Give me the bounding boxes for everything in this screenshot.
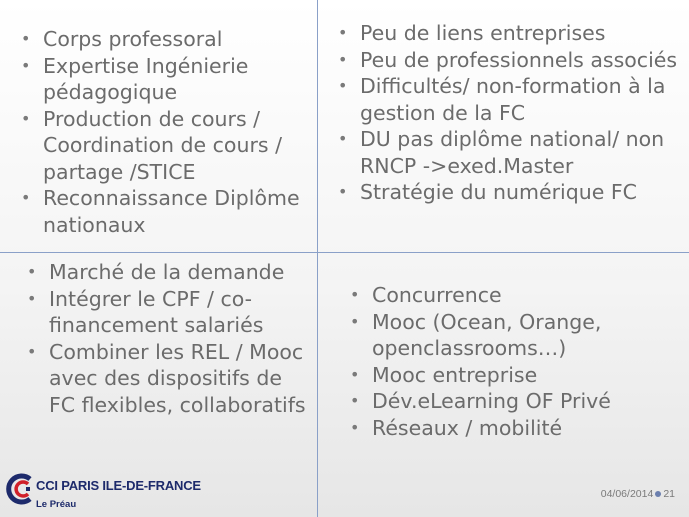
logo-title: CCI PARIS ILE-DE-FRANCE <box>36 478 201 493</box>
cci-logo-icon <box>4 471 40 507</box>
slide-number: 21 <box>663 488 675 500</box>
strengths-list <box>17 26 312 238</box>
cci-logo <box>4 469 214 515</box>
list-item: • Mooc entreprise <box>346 362 686 389</box>
separator-dot-icon <box>655 491 661 497</box>
vertical-divider <box>317 0 318 517</box>
horizontal-divider <box>0 252 689 253</box>
slide-date: 04/06/2014 <box>600 488 654 500</box>
list-item: • Peu de professionnels associés <box>334 47 684 74</box>
list-item: • Combiner les REL / Mooc avec des dispositifs de FC flexibles, collaboratifs <box>23 339 313 419</box>
list-item: • Mooc (Ocean, Orange, openclassrooms…) <box>346 309 686 362</box>
list-item: • Stratégie du numérique FC <box>334 179 684 206</box>
list-item: • Difficultés/ non-formation à la gestion de la FC <box>334 73 684 126</box>
slide-footer <box>601 488 675 500</box>
logo-subtitle: Le Préau <box>36 499 77 510</box>
weaknesses-list <box>334 20 684 206</box>
list-item: • Intégrer le CPF / co-financement salariés <box>23 286 313 339</box>
list-item: • Reconnaissance Diplôme nationaux <box>17 185 312 238</box>
list-item: • Concurrence <box>346 282 686 309</box>
list-item: • Marché de la demande <box>23 259 313 286</box>
list-item: • Production de cours / Coordination de cours / partage /STICE <box>17 106 312 186</box>
list-item: • Peu de liens entreprises <box>334 20 684 47</box>
list-item: • Corps professoral <box>17 26 312 53</box>
list-item: • Réseaux / mobilité <box>346 415 686 442</box>
list-item: • DU pas diplôme national/ non RNCP ->exed.Master <box>334 126 684 179</box>
list-item: • Expertise Ingénierie pédagogique <box>17 53 312 106</box>
list-item: • Dév.eLearning OF Privé <box>346 388 686 415</box>
threats-list <box>346 282 686 441</box>
opportunities-list <box>23 259 313 418</box>
